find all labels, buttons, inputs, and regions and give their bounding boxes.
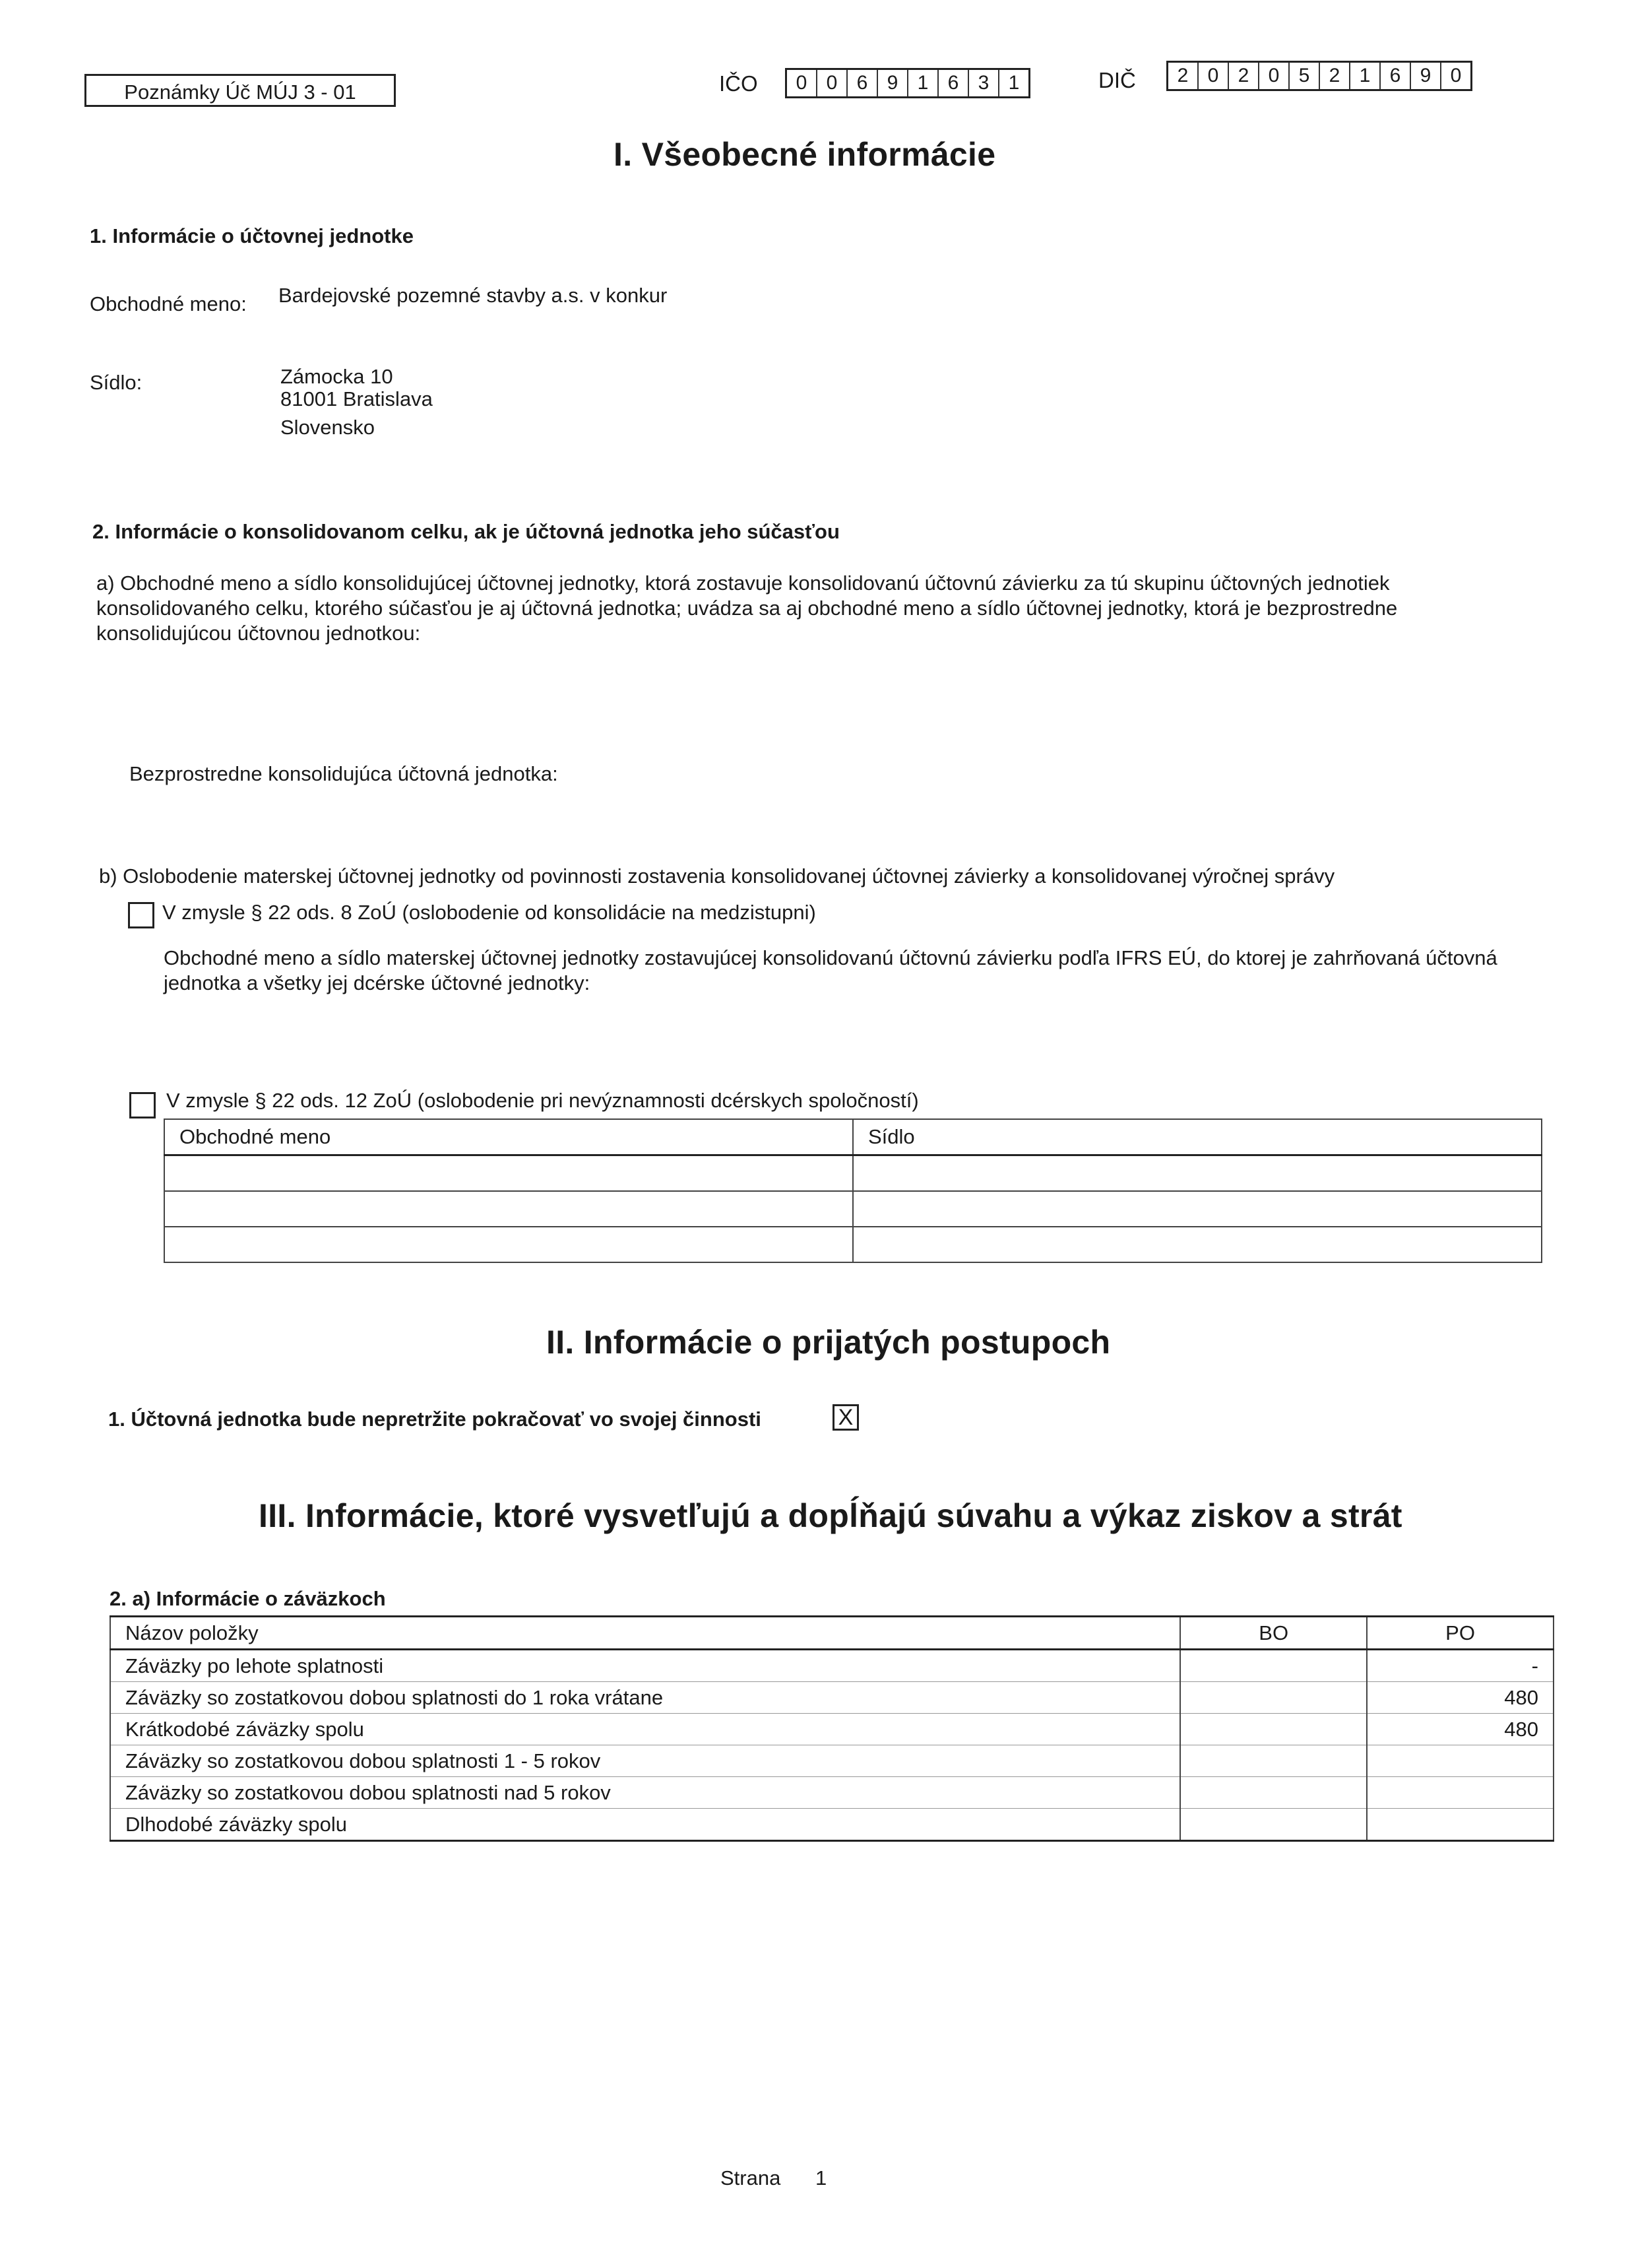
dic-digit: 2 (1168, 63, 1199, 89)
dic-digit: 0 (1199, 63, 1229, 89)
going-concern-statement: 1. Účtovná jednotka bude nepretržite pokračovať vo svojej činnosti (108, 1408, 761, 1431)
table-header-row (164, 1119, 1542, 1155)
table-cell[interactable] (164, 1155, 853, 1192)
ico-digit: 1 (1008, 72, 1020, 94)
form-label: Poznámky Úč MÚJ 3 - 01 (84, 74, 396, 107)
section-1-1-heading: 1. Informácie o účtovnej jednotke (90, 224, 414, 247)
ico-digit: 6 (848, 70, 878, 96)
col-header-item: Názov položky (110, 1617, 1180, 1650)
row-label: Záväzky so zostatkovou dobou splatnosti nad 5 rokov (110, 1777, 1180, 1809)
table-row (164, 1191, 1542, 1227)
row-label: Dlhodobé záväzky spolu (110, 1809, 1180, 1841)
col-header-po: PO (1367, 1617, 1554, 1650)
section-1-2-heading: 2. Informácie o konsolidovanom celku, ak je účtovná jednotka jeho súčasťou (92, 520, 840, 543)
table-cell[interactable] (164, 1191, 853, 1227)
consolidation-a-text: a) Obchodné meno a sídlo konsolidujúcej účtovnej jednotky, ktorá zostavuje konsolidovanú účtovnú závierku za tú skupinu účtovných jednotiek konsolidovaného celku, ktorého súčasťou je aj účtovná jednotka; uvádza sa aj obchodné meno a sídlo účtovnej jednotky, ktorá je bezprostredne konsolidujúcou účtovnou jednotkou: (96, 571, 1398, 645)
company-name-value: Bardejovské pozemné stavby a.s. v konkur (278, 284, 668, 307)
col-header-name: Obchodné meno (164, 1119, 853, 1155)
table-cell[interactable] (853, 1155, 1542, 1192)
company-name-label: Obchodné meno: (90, 292, 247, 315)
exemption-22-12-label: V zmysle § 22 ods. 12 ZoÚ (oslobodenie pri nevýznamnosti dcérskych spoločností) (166, 1089, 919, 1112)
cell-po (1367, 1809, 1554, 1841)
table-row (110, 1714, 1554, 1745)
dic-digit: 5 (1290, 63, 1320, 89)
exemption-22-12-checkbox[interactable] (129, 1092, 156, 1118)
row-label: Záväzky so zostatkovou dobou splatnosti do 1 roka vrátane (110, 1682, 1180, 1714)
dic-digit: 0 (1450, 65, 1462, 86)
table-header-row (110, 1617, 1554, 1650)
ico-digit: 0 (787, 70, 817, 96)
table-row (110, 1809, 1554, 1841)
table-row (110, 1777, 1554, 1809)
cell-bo (1180, 1682, 1367, 1714)
cell-po (1367, 1777, 1554, 1809)
section-3-title: III. Informácie, ktoré vysvetľujú a dopĺňajú súvahu a výkaz ziskov a strát (259, 1497, 1402, 1534)
dic-label: DIČ (1098, 68, 1136, 92)
table-row (110, 1650, 1554, 1682)
cell-bo (1180, 1714, 1367, 1745)
ico-digit: 6 (939, 70, 969, 96)
table-cell[interactable] (853, 1191, 1542, 1227)
ico-label: IČO (719, 71, 758, 96)
ico-digit: 9 (878, 70, 908, 96)
cell-bo (1180, 1650, 1367, 1682)
ico-digit: 3 (969, 70, 999, 96)
exemption-22-8-note: Obchodné meno a sídlo materskej účtovnej jednotky zostavujúcej konsolidovanú účtovnú závierku podľa IFRS EÚ, do ktorej je zahrňovaná účtovná jednotka a všetky jej dcérske účtovné jednotky: (164, 946, 1497, 994)
section-2-title: II. Informácie o prijatých postupoch (546, 1324, 1111, 1361)
ico-digit-field (785, 68, 1030, 98)
page-label: Strana (720, 2166, 781, 2189)
cell-po (1367, 1745, 1554, 1777)
row-label: Záväzky po lehote splatnosti (110, 1650, 1180, 1682)
dic-digit: 9 (1411, 63, 1441, 89)
dic-digit: 1 (1350, 63, 1381, 89)
direct-consolidating-label: Bezprostredne konsolidujúca účtovná jednotka: (129, 762, 558, 785)
table-cell[interactable] (853, 1227, 1542, 1262)
liabilities-heading: 2. a) Informácie o záväzkoch (110, 1587, 386, 1610)
cell-po: - (1367, 1650, 1554, 1682)
table-row (164, 1155, 1542, 1192)
table-row (110, 1745, 1554, 1777)
seat-label: Sídlo: (90, 371, 142, 394)
consolidation-b-text: b) Oslobodenie materskej účtovnej jednotky od povinnosti zostavenia konsolidovanej účtovnej závierky a konsolidovanej výročnej správy (99, 864, 1335, 888)
exemption-22-8-checkbox[interactable] (128, 902, 154, 928)
seat-city: 81001 Bratislava (280, 387, 433, 410)
dic-digit: 0 (1259, 63, 1290, 89)
dic-digit-field (1166, 61, 1472, 91)
cell-po: 480 (1367, 1714, 1554, 1745)
ico-digit: 1 (908, 70, 939, 96)
cell-bo (1180, 1745, 1367, 1777)
ico-digit: 0 (817, 70, 848, 96)
liabilities-table (110, 1615, 1554, 1842)
cell-bo (1180, 1777, 1367, 1809)
cell-bo (1180, 1809, 1367, 1841)
section-1-title: I. Všeobecné informácie (614, 136, 996, 173)
exemption-22-8-label: V zmysle § 22 ods. 8 ZoÚ (oslobodenie od konsolidácie na medzistupni) (162, 901, 816, 924)
dic-digit: 2 (1320, 63, 1350, 89)
dic-digit: 6 (1381, 63, 1411, 89)
row-label: Krátkodobé záväzky spolu (110, 1714, 1180, 1745)
page-number: 1 (815, 2166, 827, 2189)
table-row (164, 1227, 1542, 1262)
seat-country: Slovensko (280, 416, 375, 439)
seat-street: Zámocka 10 (280, 365, 393, 388)
row-label: Záväzky so zostatkovou dobou splatnosti 1 - 5 rokov (110, 1745, 1180, 1777)
table-cell[interactable] (164, 1227, 853, 1262)
going-concern-checkbox[interactable]: X (833, 1404, 859, 1431)
col-header-bo: BO (1180, 1617, 1367, 1650)
cell-po: 480 (1367, 1682, 1554, 1714)
dic-digit: 2 (1229, 63, 1259, 89)
table-row (110, 1682, 1554, 1714)
subsidiaries-table (164, 1118, 1542, 1263)
col-header-seat: Sídlo (853, 1119, 1542, 1155)
